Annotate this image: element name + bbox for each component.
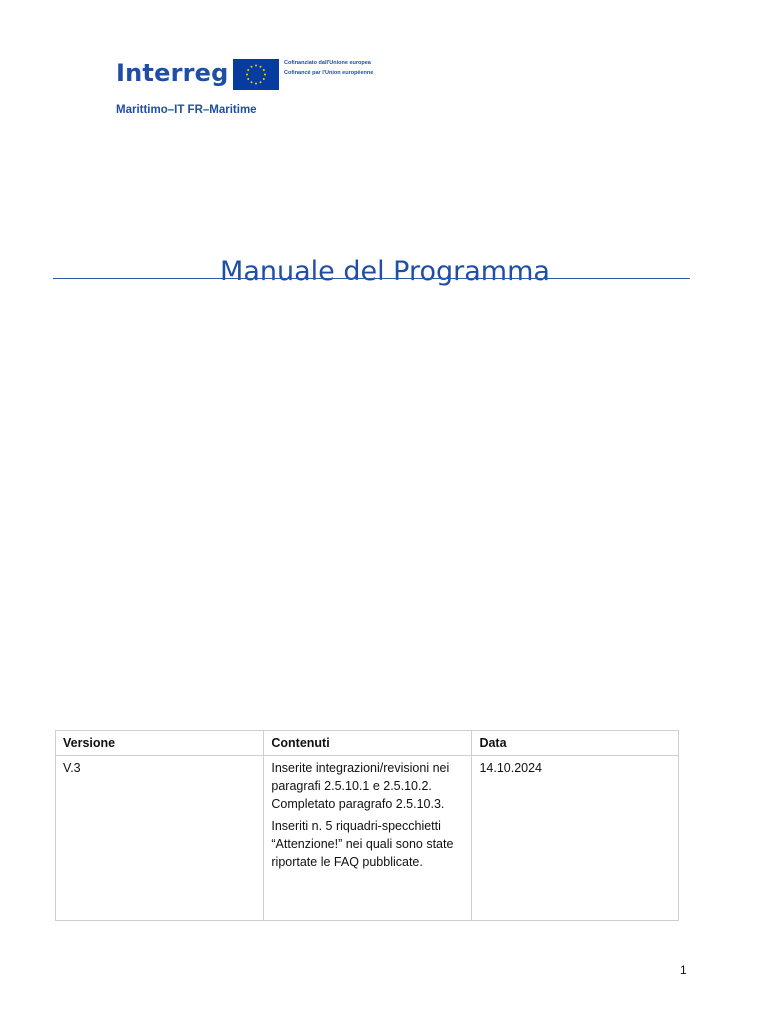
- column-header-versione: Versione: [56, 731, 264, 756]
- interreg-logo-word: Interreg: [116, 59, 229, 87]
- date-cell: 14.10.2024: [472, 756, 679, 921]
- program-logo: [114, 56, 374, 124]
- cofinancing-french: Cofinancé par l'Union européenne: [284, 69, 374, 76]
- version-history-table: [55, 730, 679, 921]
- table-header-row: [56, 731, 679, 756]
- title-divider: [53, 278, 690, 279]
- contents-paragraph: Inseriti n. 5 riquadri-specchietti “Attenzione!” nei quali sono state riportate le FAQ pubblicate.: [271, 819, 454, 869]
- eu-flag-icon: [233, 59, 279, 90]
- cofinancing-italian: Cofinanziato dall'Unione europea: [284, 60, 371, 66]
- column-header-data: Data: [472, 731, 679, 756]
- page-number: 1: [680, 963, 687, 977]
- column-header-contenuti: Contenuti: [264, 731, 472, 756]
- cofinancing-statement: [284, 60, 374, 79]
- contents-cell: [264, 756, 472, 921]
- contents-paragraph: Inserite integrazioni/revisioni nei paragrafi 2.5.10.1 e 2.5.10.2. Completato paragrafo 2.5.10.3.: [271, 761, 450, 811]
- document-title: Manuale del Programma: [220, 256, 550, 288]
- table-row: [56, 756, 679, 921]
- program-name: Marittimo–IT FR–Maritime: [116, 104, 257, 116]
- version-cell: V.3: [56, 756, 264, 921]
